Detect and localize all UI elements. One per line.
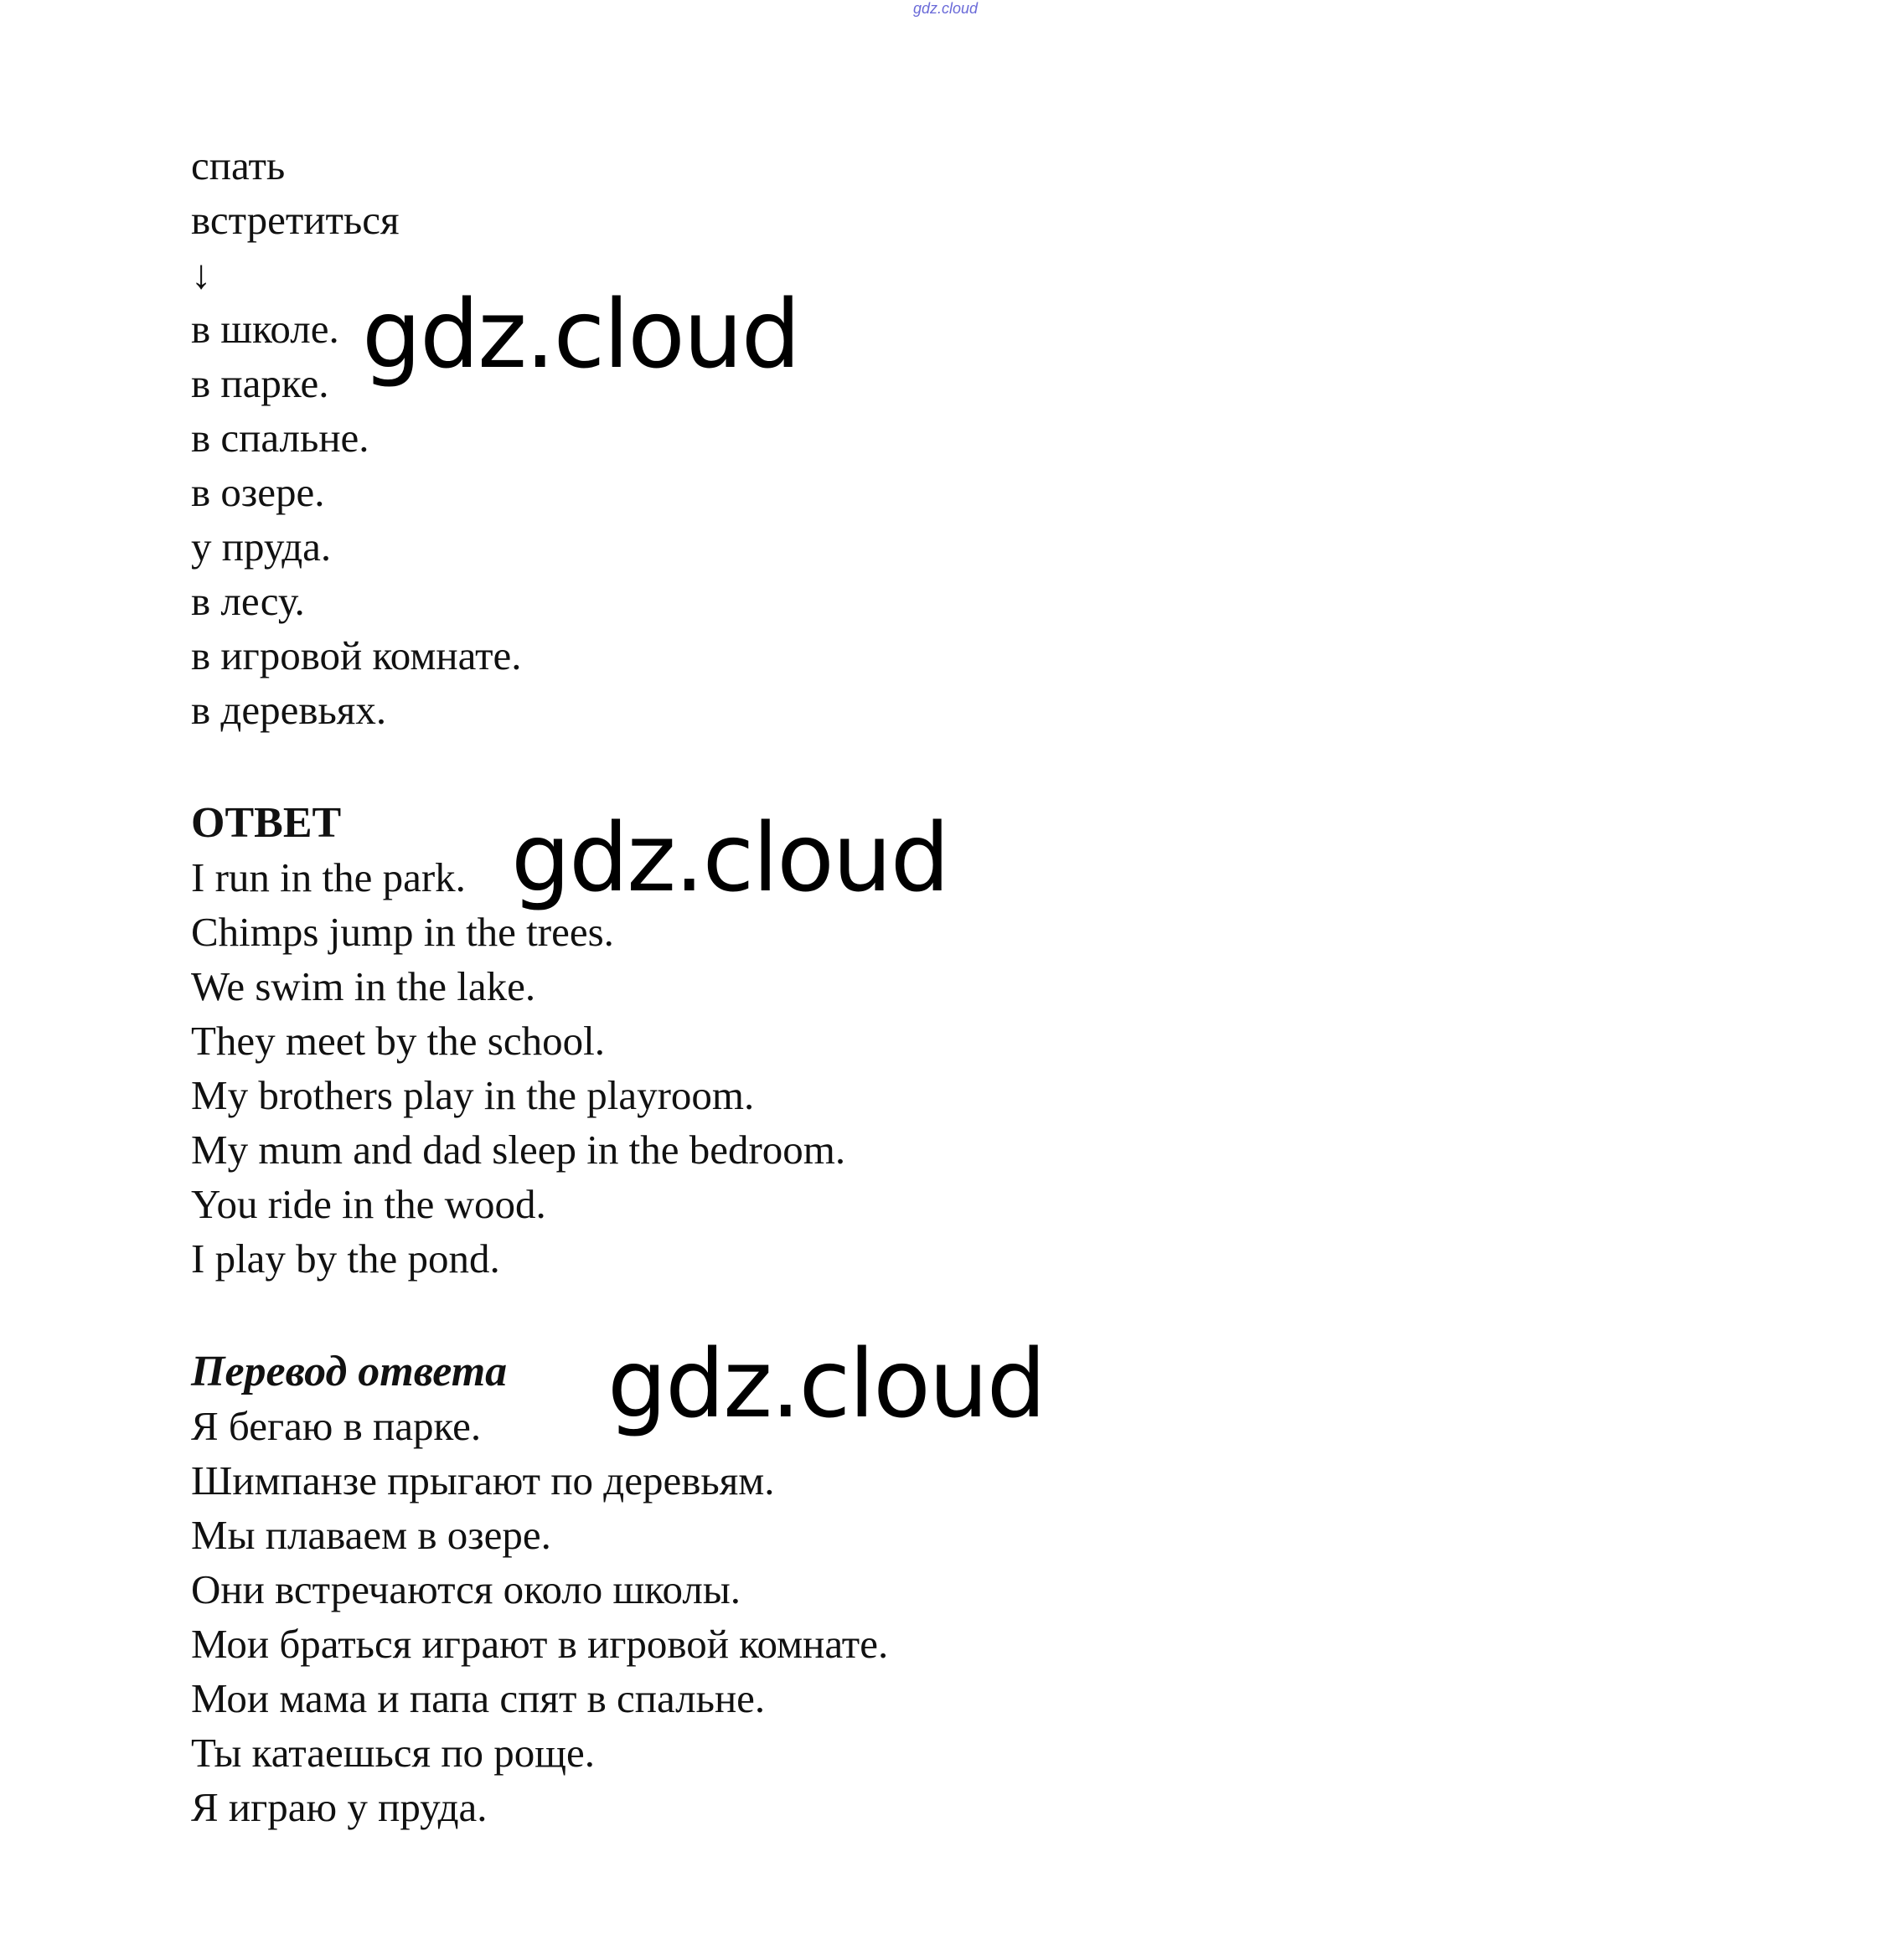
watermark-logo: gdz.cloud xyxy=(607,1330,1045,1439)
watermark-logo: gdz.cloud xyxy=(511,804,948,913)
answer-heading: ОТВЕТ xyxy=(191,799,342,847)
answer-line: They meet by the school. xyxy=(191,1018,605,1064)
vocab-verb: встретиться xyxy=(191,197,400,243)
vocab-place: в парке. xyxy=(191,360,329,406)
vocab-place: в игровой комнате. xyxy=(191,632,522,678)
vocab-verb: спать xyxy=(191,142,286,188)
document-body xyxy=(191,138,1783,1834)
translation-line: Мы плаваем в озере. xyxy=(191,1512,551,1558)
answer-line: My brothers play in the playroom. xyxy=(191,1072,755,1118)
translation-line: Я бегаю в парке. xyxy=(191,1403,482,1449)
translation-line: Они встречаются около школы. xyxy=(191,1566,741,1612)
translation-line: Мои мама и папа спят в спальне. xyxy=(191,1675,766,1721)
top-watermark: gdz.cloud xyxy=(913,0,979,17)
translation-line: Ты катаешься по роще. xyxy=(191,1730,596,1776)
vocab-place: в лесу. xyxy=(191,578,305,624)
answer-line: We swim in the lake. xyxy=(191,963,536,1009)
watermark-logo: gdz.cloud xyxy=(362,281,799,389)
vocab-place: в школе. xyxy=(191,306,339,352)
down-arrow: ↓ xyxy=(191,251,212,297)
vocab-place: в озере. xyxy=(191,469,325,515)
answer-line: I run in the park. xyxy=(191,854,466,900)
vocab-place: в деревьях. xyxy=(191,687,387,733)
answer-line: You ride in the wood. xyxy=(191,1181,546,1227)
translation-line: Мои браться играют в игровой комнате. xyxy=(191,1621,889,1667)
translation-line: Я играю у пруда. xyxy=(191,1784,488,1830)
answer-line: Chimps jump in the trees. xyxy=(191,909,614,955)
translation-line: Шимпанзе прыгают по деревьям. xyxy=(191,1457,775,1504)
translation-heading: Перевод ответа xyxy=(191,1348,508,1395)
vocab-place: у пруда. xyxy=(191,524,332,570)
answer-line: My mum and dad sleep in the bedroom. xyxy=(191,1127,846,1173)
vocab-place: в спальне. xyxy=(191,415,369,461)
answer-line: I play by the pond. xyxy=(191,1235,500,1282)
